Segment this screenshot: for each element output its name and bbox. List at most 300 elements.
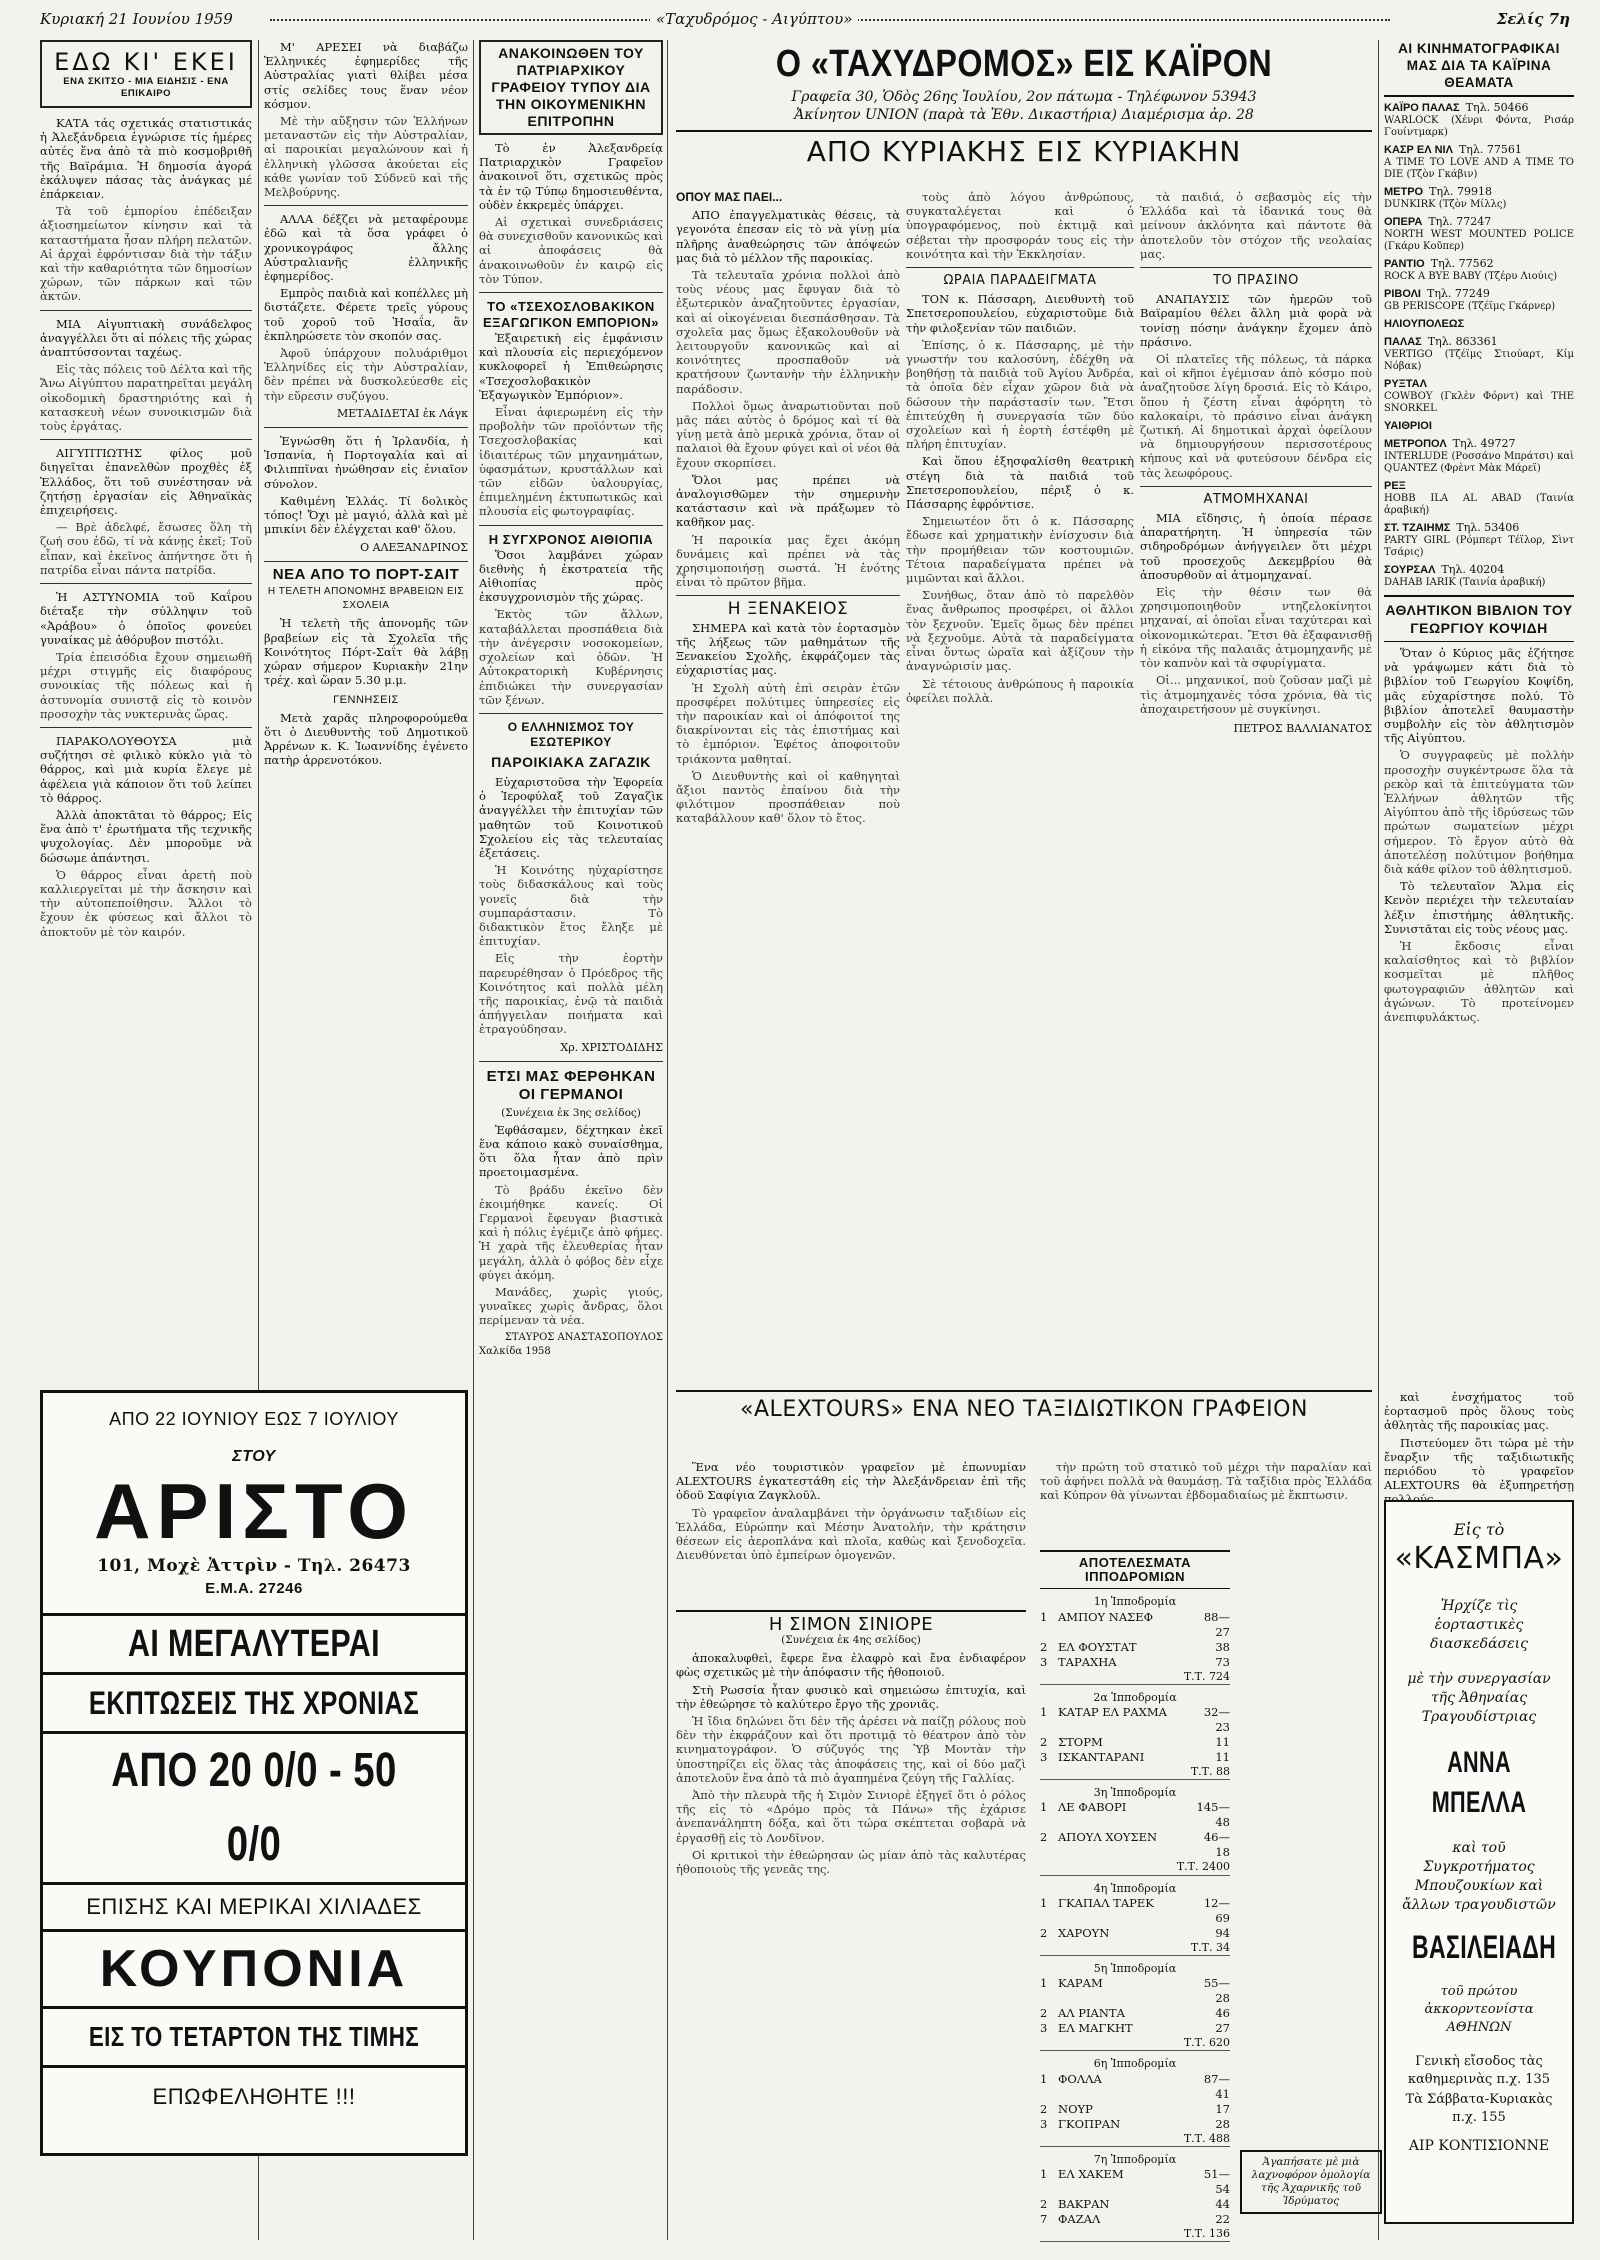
cinema-entry [1384,335,1574,373]
race-results [1040,1550,1230,2240]
paragraph: ΜΙΑ εἴδησις, ἡ ὁποία πέρασε ἀπαρατήρητη. Ἡ ὑπηρεσία τῶν σιδηροδρόμων ἀνήγγειλεν ὅτι μέχρι τοῦ προσεχοῦς Δεκεμβρίου θὰ ἀποσυρθοῦν αἱ ἀτμομηχαναί. [1140,511,1372,582]
edo-ki-ekei-subtitle: ΕΝΑ ΣΚΙΤΣΟ - ΜΙΑ ΕΙΔΗΣΙΣ - ΕΝΑ ΕΠΙΚΑΙΡΟ [63,76,229,99]
masthead-paper: «Ταχυδρόμος - Αιγύπτου» [650,10,858,28]
race-horse [1040,1610,1230,1640]
divider [479,292,663,293]
paragraph: ΑΠΟ ἐπαγγελματικὰς θέσεις, τὰ γεγονότα ἐπεσαν εἰς τὸ νὰ γίνῃ μία πλῆρης ἀναθεώρησις τῶν ἀπόψεών μας διὰ τὸ μέλλον τῆς παροικίας. [676,208,900,265]
divider [676,595,900,596]
paragraph: ΑΛΛΑ δέξζει νὰ μεταφέρουμε ἐδῶ καὶ τὰ ὅσα γράφει ὁ χρονικογράφος ἄλλης Αὐστραλιανῆς ἑλληνικῆς ἐφημερίδος. [264,212,468,284]
horse-name: ΑΛ ΡΙΑΝΤΑ [1058,2006,1125,2021]
divider [40,439,252,440]
paragraph: Μ' ΑΡΕΣΕΙ νὰ διαβάζω Ἑλληνικές ἐφημερίδες τῆς Αὐστραλίας γιατὶ θλίβει μέσα στίς σελίδες τους ἕναν νέον κόσμον. [264,40,468,111]
race-horse [1040,2167,1230,2197]
author: Χρ. ΧΡΙΣΤΟΔΙΔΗΣ [560,1040,663,1054]
horse-name: ΚΑΤΑΡ ΕΛ ΡΑΧΜΑ [1058,1705,1167,1720]
race-horse [1040,1976,1230,2006]
horse-odds: 73 [1215,1654,1230,1669]
horse-odds: 12—69 [1203,1895,1230,1925]
headline: Η ΣΙΜΟΝ ΣΙΝΙΟΡΕ [768,1614,934,1635]
center-column-b [906,190,1134,1380]
ad-discount: ΑΠΟ 20 0/0 - 50 0/0 [111,1744,397,1871]
race-horse [1040,2197,1230,2212]
cinema-film: A TIME TO LOVE AND A TIME TO DIE (Τζὸν Γκάβιν) [1384,157,1574,180]
paragraph: Εἰς τὴν ἑορτὴν παρευρέθησαν ὁ Πρόεδρος τῆς Κοινότητος καὶ πολλὰ μέλη τῆς παροικίας, ἐνῷ τὰ παιδιὰ ἀπήγγειλαν ποιήματα καὶ ἐτραγούδησαν. [479,951,663,1037]
race-horse [1040,2117,1230,2132]
column-3 [479,40,663,2240]
center-column-c [1140,190,1372,1380]
race-horse [1040,2006,1230,2021]
paragraph: ἀποκαλυφθεὶ, ἔφερε ἕνα ἐλαφρὸ καὶ ἔνα ἐνδιαφέρον φὼς σχετικῶς μὲ τὴν ἀπόφασιν τῆς ἠθοποιοῦ. [676,1651,1026,1680]
horse-place: 7 [1040,2212,1048,2227]
paragraph: Πολλοὶ ὅμως ἀναρωτιοῦνται ποῦ μᾶς πάει αὐτὸς ὁ δρόμος καὶ τί θὰ γίνῃ μετὰ ἀπὸ μερικὰ χρόνια, ὅταν οἱ παλαιοὶ θὰ ἔχουν φύγει καὶ οἱ νέοι θὰ ἔχουν σκορπίσει. [676,398,900,470]
divider [40,727,252,728]
paragraph: ΜΙΑ Αἰγυπτιακὴ συνάδελφος ἀναγγέλλει ὅτι αἱ πόλεις τῆς χώρας ἀναπτύσσονται ταχέως. [40,316,252,360]
cinema-entry [1384,437,1574,475]
horse-odds: 27 [1215,2021,1230,2036]
ad-code: Ε.Μ.Α. 27246 [205,1580,303,1597]
paragraph: Εἶναι ἀφιερωμένη εἰς τὴν προβολὴν τῶν προϊόντων τῆς Τσεχοσλοβακίας καὶ ἰδιαιτέρως τῶν μηχανημάτων, ὑφασμάτων, κρυστάλλων καὶ τῶν εἰδῶν ὑαλουργίας, ἐπιμελημένη ἐκτυπωτικῶς καὶ πλουσία εἰς φωτογραφίας. [479,405,663,519]
race-tt: Τ.Τ. 620 [1040,2036,1230,2051]
cinema-entry [1384,287,1574,313]
edo-ki-ekei-box [40,40,252,108]
paragraph: — Βρὲ ἀδελφέ, ἔσωσες ὅλη τὴ ζωή σου ἐδῶ, τί νὰ κάνῃς ἐκεῖ; Τοῦ εἶπαν, καὶ ἐκεῖνος ἀπήντησε ὅτι ἡ πατρίδα εἶναι πάντα πατρίδα. [40,520,252,577]
ad-line: ΑΙ ΜΕΓΑΛΥΤΕΡΑΙ [127,1623,381,1665]
horse-place: 2 [1040,1830,1048,1845]
author: Ο ΑΛΕΞΑΝΔΡΙΝΟΣ [360,540,468,554]
subheadline: (Συνέχεια ἐκ 4ης σελίδος) [781,1634,921,1647]
paragraph: Οἱ πλατεῖες τῆς πόλεως, τὰ πάρκα καὶ οἱ κῆποι ἐγέμισαν ἀπὸ κόσμο ποὺ ἀναζητοῦσε λίγη δροσιά. Εἰς τὸ Κάιρο, ὅπου ἡ ζέστη εἶναι ἀφόρητη τὸ καλοκαίρι, τὸ πράσινο εἶναι ἀνάγκη ζωτική. Αἱ δημοτικαὶ ἀρχαὶ ὀφείλουν νὰ δημιουργήσουν περισσοτέρους κήπους καὶ νὰ φυτεύσουν δένδρα εἰς τὰς λεωφόρους. [1140,352,1372,480]
author: ΠΕΤΡΟΣ ΒΑΛΛΙΑΝΑΤΟΣ [1233,721,1372,735]
subheadline: ΟΠΟΥ ΜΑΣ ΠΑΕΙ... [676,190,783,204]
ad-text: Τὰ Σάββατα-Κυριακὰς π.χ. 155 [1405,2092,1553,2125]
horse-place: 2 [1040,2197,1048,2212]
paragraph: Τὸ ἐν Ἀλεξανδρείᾳ Πατριαρχικὸν Γραφεῖον ἀνακοινοῖ ὅτι, σχετικῶς πρὸς τὰ ἐν τῷ Τύπῳ δημοσιευθέντα, οὐδὲν ἐκκρεμὲς ὑπάρχει. [479,141,663,212]
cinema-entry [1384,521,1574,559]
horse-place: 1 [1040,1800,1048,1815]
cinema-phone: Τηλ. 53406 [1456,521,1520,534]
race-list [1040,1595,1230,2242]
paragraph: Ἀλλὰ ἀποκτᾶται τὸ θάρρος; Εἰς ἕνα ἀπὸ τ' ἐρωτήματα τῆς τεχνικῆς ψυχολογίας. Δὲν μποροῦμε νὰ δώσωμε ἀπάντησι. [40,807,252,865]
cinema-film: ROCK A BYE BABY (Τζέρυ Λιούις) [1384,271,1558,282]
horse-odds: 38 [1215,1639,1230,1654]
paragraph: ΠΑΡΑΚΟΛΟΥΘΟΥΣΑ μιὰ συζήτησι σὲ φιλικὸ κύκλο γιὰ τὸ θάρρος, καὶ μιὰ κυρία ἔλεγε μὲ ἀφέλεια γιὰ κάποιον ὅτι τοῦ λείπει τὸ θάρρος. [40,733,252,805]
divider [264,427,468,428]
cinema-film: PARTY GIRL (Ρόμπερτ Τέϊλορ, Σὶντ Τσάρις) [1384,535,1574,558]
paragraph: ΚΑΤΑ τάς σχετικάς στατιστικάς ἡ Ἀλεξάνδρεια ἐγνώρισε τίς ἡμέρες αὐτές ἕνα ἀπὸ τὰ πιὸ κοσμοβριθῆ τῆς Βαϊράμια. Ἡ δημοσία ἀγορά ἐκάλυψεν πάσας τὰς ἀνάγκας μέ ἐπάρκειαν. [40,116,252,202]
column-divider [1378,40,1379,2240]
horse-name: ΑΜΠΟΥ ΝΑΣΕΦ [1058,1609,1154,1624]
paragraph: Εἰς τὴν θέσιν των θὰ χρησιμοποιηθοῦν ντηζελοκίνητοι μηχαναί, αἱ ὁποῖαι εἶναι ταχύτεραι καὶ οἰκονομικώτεραι. Ἔτσι θὰ ἐξαφανισθῇ ἡ εἰκόνα τῆς παλαιᾶς ἀτμομηχανῆς μὲ τὸν καπνὸν καὶ τὰ σφυρίγματα. [1140,585,1372,671]
cinema-list [1384,101,1574,589]
horse-name: ΕΛ ΧΑΚΕΜ [1058,2167,1124,2182]
cinema-film: COWBOY (Γκλὲν Φόρντ) καὶ THE SNORKEL [1384,391,1574,414]
horse-place: 1 [1040,1609,1048,1624]
horse-name: ΛΕ ΦΑΒΟΡΙ [1058,1800,1127,1815]
alextours-text [676,1460,1026,1600]
paragraph: Ἡ ἔκδοσις εἶναι καλαίσθητος καὶ τὸ βιβλίον κοσμεῖται μὲ πλῆθος φωτογραφιῶν ἀθλητῶν καὶ ἀγώνων. Τὸ προτείνομεν ἀνεπιφυλάκτως. [1384,939,1574,1025]
cinema-entry [1384,215,1574,253]
horse-odds: 11 [1215,1750,1230,1765]
aristo-advertisement [40,1390,468,2156]
masthead-date: Κυριακή 21 Ιουνίου 1959 [40,10,233,28]
author: ΣΤΑΥΡΟΣ ΑΝΑΣΤΑΣΟΠΟΥΛΟΣ [504,1331,663,1343]
headline: ΕΤΣΙ ΜΑΣ ΦΕΡΘΗΚΑΝ ΟΙ ΓΕΡΜΑΝΟΙ [486,1067,656,1103]
horse-name: ΦΟΛΛΑ [1058,2071,1102,2086]
headline: «ALEXTOURS» ΕΝΑ ΝΕΟ ΤΑΞΙΔΙΩΤΙΚΟΝ ΓΡΑΦΕΙΟΝ [740,1397,1308,1422]
paragraph: ΣΗΜΕΡΑ καὶ κατὰ τὸν ἑορτασμὸν τῆς λήξεως τῶν μαθημάτων τῆς Ξενακείου Σχολῆς, ἐκφράζομεν τὰς εὐχαριστίας μας. [676,620,900,678]
horse-place: 2 [1040,1735,1048,1750]
paragraph: ΑΙΓΥΠΤΙΩΤΗΣ φίλος μοῦ διηγεῖται ἐπανελθὼν προχθὲς ἐξ Ἑλλάδος, ὅτι τοῦ συνέστησαν νὰ ζητήσῃ ἐργασίαν εἰς Ἀθηναϊκὰς ἐπιχειρήσεις. [40,446,252,518]
horse-name: ΓΚΑΠΑΛ ΤΑΡΕΚ [1058,1895,1154,1910]
cinema-name: ΗΛΙΟΥΠΟΛΕΩΣ [1384,318,1465,330]
horse-odds: 46 [1215,2006,1230,2021]
ad-text: τοῦ πρώτου ἀκκορντεονίστα ΑΘΗΝΩΝ [1424,1984,1534,2035]
horse-odds: 94 [1215,1925,1230,1940]
horse-place: 1 [1040,1895,1048,1910]
ad-text: μὲ τὴν συνεργασίαν τῆς Ἀθηναίας Τραγουδίστριας [1407,1671,1551,1725]
subheadline: Η ΤΕΛΕΤΗ ΑΠΟΝΟΜΗΣ ΒΡΑΒΕΙΩΝ ΕΙΣ ΣΧΟΛΕΙΑ [267,585,465,612]
race-label: 1η Ἱπποδρομία [1093,1595,1177,1609]
race-tt: Τ.Τ. 88 [1040,1765,1230,1780]
paragraph: Ἡ ἴδια δηλώνει ὅτι δὲν τῆς ἀρέσει νὰ παίζῃ ρόλους ποὺ δὲν τὴν ἐκφράζουν καὶ ὅτι προτιμᾷ τὸ θέατρον ἀπὸ τὸν κινηματογράφον. Ὁ σύζυγός της Ὑβ Μοντὰν τὴν ὑποστηρίζει εἰς ὅλας τὰς ἀποφάσεις της, καὶ οἱ δύο μαζὶ ἀποτελοῦν ἕνα ἀπὸ τὰ πιὸ ἀγαπημένα ζεύγη τῆς Γαλλίας. [676,1714,1026,1785]
cinema-film: VERTIGO (Τζέϊμς Στιούαρτ, Κίμ Νόβακ) [1384,349,1574,372]
cinema-name: ΣΟΥΡΣΑΛ [1384,564,1436,576]
headline: ΑΠΟΤΕΛΕΣΜΑΤΑ ΙΠΠΟΔΡΟΜΙΩΝ [1078,1555,1192,1585]
race-tt: Τ.Τ. 488 [1040,2132,1230,2147]
race-tt: Τ.Τ. 2400 [1040,1860,1230,1875]
ad-singer: ΑΝΝΑ ΜΠΕΛΛΑ [1431,1746,1527,1819]
race-label: 5η Ἱπποδρομία [1093,1962,1177,1976]
horse-name: ΚΑΡΑΜ [1058,1976,1103,1991]
paragraph: Σημειωτέον ὅτι ὁ κ. Πάσσαρης ἔδωσε καὶ χρηματικὴν ἐνίσχυσιν διὰ τὴν προμήθειαν τῶν κοστουμιῶν. Τέτοια παραδείγματα πρέπει νὰ μιμῶνται καὶ ἄλλοι. [906,514,1134,586]
horse-odds: 88—27 [1203,1609,1230,1639]
paragraph: Τὸ γραφεῖον ἀναλαμβάνει τὴν ὀργάνωσιν ταξιδίων εἰς Ἑλλάδα, Εὐρώπην καὶ Μέσην Ἀνατολήν, τὴν κράτησιν θέσεων εἰς ἀεροπλάνα καὶ πλοῖα, καθὼς καὶ ξενοδοχεῖα. Διευθύνεται ὑπὸ ἐμπείρων ὁμογενῶν. [676,1505,1026,1563]
horse-place: 1 [1040,1705,1048,1720]
place-date: Χαλκίδα 1958 [479,1345,551,1357]
paragraph: Καὶ ὅπου ἐξησφαλίσθη θεατρικὴ στέγη διὰ τὰ παιδιά τοῦ Σπετσεροπουλείου, πέριξ ὁ κ. Πάσσαρης ἐφρόντισε. [906,454,1134,512]
masthead [40,6,1570,36]
cinema-name: ΚΑΣΡ ΕΛ ΝΙΛ [1384,144,1453,156]
cinema-phone: Τηλ. 50466 [1465,101,1529,114]
cinema-entry [1384,143,1574,181]
horse-name: ΕΛ ΦΟΥΣΤΑΤ [1058,1639,1137,1654]
cinema-entry [1384,317,1574,331]
race-horse [1040,1750,1230,1765]
horse-place: 3 [1040,1654,1048,1669]
paragraph: Ἡ τελετὴ τῆς ἀπονομῆς τῶν βραβείων εἰς τὰ Σχολεῖα τῆς Κοινότητος Πόρτ-Σαΐτ θὰ λάβῃ χώραν σήμερον Κυριακὴν 21ην τρέχ. καὶ ὥραν 5.30 μ.μ. [264,616,468,688]
race-horse [1040,1735,1230,1750]
paragraph: καὶ ἐνσχήματος τοῦ ἑορτασμοῦ πρὸς ὅλους τοὺς ἀθλητὰς τῆς παροικίας μας. [1384,1390,1574,1433]
horse-place: 2 [1040,2006,1048,2021]
cinema-name: ΜΕΤΡΟ [1384,186,1424,198]
cinema-film: DAHAB IARIK (Ταινία ἀραβική) [1384,577,1546,588]
paragraph: Τρία ἐπεισόδια ἔχουν σημειωθῆ μέχρι στιγμῆς εἰς διαφόρους συνοικίας τῆς πόλεως καὶ ἡ ἀστυνομία συνιστᾷ εἰς τὸ κοινὸν προσοχὴν τὰς νυκτερινὰς ὥρας. [40,649,252,721]
paragraph: τὰ παιδιά, ὁ σεβασμὸς εἰς τὴν Ἑλλάδα καὶ τὰ ἰδανικά τους θὰ μείνουν ἀκλόνητα καὶ πάντοτε θὰ ἀποτελοῦν τὸν στόχον τῆς νεολαίας μας. [1140,190,1372,261]
paragraph: Ὁ θάρρος εἶναι ἀρετὴ ποὺ καλλιεργεῖται μὲ τὴν ἄσκησιν καὶ τὴν αὐτοπεποίθησιν. Ἄλλοι τὸ ἔχουν ἐκ φύσεως καὶ ἄλλοι τὸ ἀποκτοῦν μὲ τὸν καιρόν. [40,867,252,939]
paragraph: Ἕνα νέο τουριστικὸν γραφεῖον μὲ ἐπωνυμίαν ALEXTOURS ἐγκατεστάθη εἰς τὴν Ἀλεξάνδρειαν ἐπὶ τῆς ὁδοῦ Σαφίγια Ζαγκλοῦλ. [676,1460,1026,1503]
center-banner [676,40,1372,172]
paragraph: Τὸ τελευταῖον Ἄλμα εἰς Κενὸν περιέχει τὴν τελευταίαν λέξιν ἐπιστήμης ἀθλητικῆς. Συνιστᾶται εἰς τοὺς νέους μας. [1384,879,1574,936]
banner-info: Ἀκίνητον UNION (παρὰ τὰ Ἐθν. Δικαστήρια) Διαμέρισμα ἀρ. 28 [794,107,1254,123]
race-tt: Τ.Τ. 34 [1040,1941,1230,1956]
paragraph: Μὲ τὴν αὔξησιν τῶν Ἑλλήνων μεταναστῶν εἰς τὴν Αὐστραλίαν, αἱ παροικίαι μεγαλώνουν καὶ ἡ ἑλληνικὴ γλῶσσα ἀκούεται εἰς κάθε γωνίαν τοῦ Σύδνεϋ καὶ τῆς Μελβούρνης. [264,114,468,200]
horse-odds: 32—23 [1203,1705,1230,1735]
headline-box [479,40,663,135]
cinema-entry [1384,377,1574,415]
paragraph: Τὰ τοῦ ἐμπορίου ἐπέδειξαν ἀξιοσημείωτον κίνησιν καὶ τὰ καταστήματα ἦσαν πλήρη πελατῶν. Αἱ ἀρχαὶ ἐφρόντισαν διὰ τὴν τάξιν καὶ τὴν καθαριότητα τῶν δημοσίων χώρων, τῶν πάρκων καὶ τῶν ἀκτῶν. [40,204,252,304]
paragraph: Τὸ βράδυ ἐκεῖνο δὲν ἐκοιμήθηκε κανείς. Οἱ Γερμανοὶ ἔφευγαν βιαστικὰ καὶ ἡ πόλις ἐγέμιζε ἀπὸ φήμες. Ἡ χαρὰ τῆς ἐλευθερίας ἦταν μεγάλη, ἀλλὰ ὁ φόβος δὲν εἶχε φύγει ἀκόμη. [479,1182,663,1282]
race-horse [1040,1705,1230,1735]
cinema-film: NORTH WEST MOUNTED POLICE (Γκάρυ Κοῦπερ) [1384,229,1574,252]
cinema-entry [1384,419,1574,433]
paragraph: τὴν πρώτη τοῦ στατικὸ τοῦ μέχρι τὴν παραλίαν καὶ τοῦ ἀφήνει πολλὰ νὰ θαυμάσῃ. Τὰ ταξίδια πρὸς Ἑλλάδα καὶ Κύπρον θὰ γίνωνται ἐβδομαδιαίως μὲ ἔκπτωσιν. [1040,1460,1372,1503]
cinema-film: WARLOCK (Χένρι Φόντα, Ρισάρ Γουίντμαρκ) [1384,115,1574,138]
race-tt: Τ.Τ. 724 [1040,1670,1230,1685]
cinema-name: ΜΕΤΡΟΠΟΛ [1384,438,1447,450]
cinema-phone: Τηλ. 77561 [1458,143,1522,156]
horse-name: ΤΑΡΑΧΗΑ [1058,1654,1117,1669]
horse-odds: 17 [1215,2101,1230,2116]
headline: ΑΤΜΟΜΗΧΑΝΑΙ [1203,491,1309,507]
divider [1140,267,1372,268]
ad-line: ΕΚΠΤΩΣΕΙΣ ΤΗΣ ΧΡΟΝΙΑΣ [88,1685,420,1721]
horse-place: 1 [1040,2167,1048,2182]
horse-name: ΓΚΟΠΡΑΝ [1058,2116,1121,2131]
cinema-film: HOBB ILA AL ABAD (Ταινία ἀραβική) [1384,493,1574,516]
cinema-film: DUNKIRK (Τζὸν Μίλλς) [1384,199,1507,210]
race-tt: Τ.Τ. 136 [1040,2227,1230,2242]
headline: ΑΝΑΚΟΙΝΩΘΕΝ ΤΟΥ ΠΑΤΡΙΑΡΧΙΚΟΥ ΓΡΑΦΕΙΟΥ ΤΥΠΟΥ ΔΙΑ ΤΗΝ ΟΙΚΟΥΜΕΝΙΚΗΝ ΕΠΙΤΡΟΠΗΝ [491,45,651,129]
alextours-section [676,1390,1372,1424]
headline: ΤΟ ΠΡΑΣΙΝΟ [1213,273,1299,289]
horse-name: ΑΠΟΥΛ ΧΟΥΣΕΝ [1058,1830,1158,1845]
ad-coupons: ΚΟΥΠΟΝΙΑ [99,1940,409,1998]
center-column-a [676,190,900,1380]
paragraph: Ἡ παροικία μας ἔχει ἀκόμη δυνάμεις καὶ πρέπει νὰ τὰς χρησιμοποιήσῃ σωστά. Ἡ ἑνότης εἶναι τὸ πρῶτον βῆμα. [676,532,900,590]
horse-odds: 145—48 [1196,1800,1230,1830]
race-horse [1040,2102,1230,2117]
headline: Ο ΕΛΛΗΝΙΣΜΟΣ ΤΟΥ ΕΣΩΤΕΡΙΚΟΥ [507,719,635,749]
ad-text: καὶ τοῦ Συγκροτήματος Μπουζουκίων καὶ ἄλλων τραγουδιστῶν [1402,1840,1556,1913]
right-column [1384,40,1574,1380]
cinema-phone: Τηλ. 77249 [1427,287,1490,300]
horse-place: 3 [1040,2021,1048,2036]
cinema-name: ΡΥΞΤΑΛ [1384,378,1427,390]
horse-odds: 46—18 [1203,1830,1230,1860]
banner-title: Ο «ΤΑΧΥΔΡΟΜΟΣ» ΕΙΣ ΚΑΪΡΟΝ [775,43,1273,85]
horse-name: ΦΑΖΑΛ [1058,2212,1101,2227]
race-label: 4η Ἱπποδρομία [1093,1881,1177,1895]
horse-place: 1 [1040,2071,1048,2086]
divider [264,561,468,562]
paragraph: Μανάδες, χωρὶς γιούς, γυναῖκες χωρὶς ἄνδρας, ὅλοι περίμεναν τὰ νέα. [479,1285,663,1328]
headline: ΓΕΝΝΗΣΕΙΣ [333,694,399,707]
horse-odds: 11 [1215,1735,1230,1750]
headline: ΑΘΛΗΤΙΚΟΝ ΒΙΒΛΙΟΝ ΤΟΥ ΓΕΩΡΓΙΟΥ ΚΟΨΙΔΗ [1385,602,1573,636]
ad-band: ΒΑΣΙΛΕΙΑΔΗ [1412,1929,1557,1965]
cinema-name: ΡΑΝΤΙΟ [1384,258,1425,270]
cinema-entry [1384,101,1574,139]
paragraph: Ἡ ΑΣΤΥΝΟΜΙΑ τοῦ Καΐρου διέταξε τὴν σύλληψιν τοῦ «Ἀράβου» ὁ ὁποῖος φονεύει γυναίκας μὲ ἀθόρυβον πιστόλι. [40,590,252,647]
cinema-phone: Τηλ. 77247 [1428,215,1492,228]
divider [479,713,663,714]
horse-place: 3 [1040,2116,1048,2131]
horse-place: 3 [1040,1750,1048,1765]
ad-line: ΕΠΙΣΗΣ ΚΑΙ ΜΕΡΙΚΑΙ ΧΙΛΙΑΔΕΣ [86,1894,422,1919]
horse-odds: 44 [1215,2197,1230,2212]
alextours-text-2 [1040,1460,1372,1550]
divider [40,310,252,311]
paragraph: Οἱ... μηχανικοί, ποὺ ζοῦσαν μαζὶ μὲ τὶς ἀτμομηχανὲς τόσα χρόνια, θὰ τὶς ἀποχαιρετήσουν μὲ συγκίνησι. [1140,673,1372,716]
cinema-phone: Τηλ. 863361 [1427,335,1498,348]
cinema-name: ΣΤ. ΤΖΑΙΗΜΣ [1384,522,1451,534]
paragraph: τοὺς ἀπὸ λόγου ἀνθρώπους, συγκαταλέγεται καὶ ὁ ὑπογραφόμενος, ποὺ ἐκτιμᾷ καὶ σέβεται τὴν προσφοράν τους εἰς τὴν κοινότητα καὶ τὴν Ἐκκλησίαν. [906,190,1134,261]
horse-place: 1 [1040,1976,1048,1991]
paragraph: Ὅταν ὁ Κύριος μᾶς ἐζήτησε νὰ γράψωμεν κάτι διὰ τὸ βιβλίον τοῦ Γεωργίου Κοψίδη, μᾶς εὐχαρίστησε πολύ. Τὸ βιβλίον ἀποτελεῖ θαυμαστὴν συμβολὴν εἰς τὸν ἀθλητισμὸν τῆς Αἰγύπτου. [1384,646,1574,746]
cinema-name: ΡΙΒΟΛΙ [1384,288,1421,300]
edo-ki-ekei-title: ΕΔΩ ΚΙ' ΕΚΕΙ [54,48,238,76]
paragraph: Ὅλοι μας πρέπει νὰ ἀναλογισθῶμεν τὴν σημερινὴν κατάστασιν καὶ νὰ πράξωμεν τὸ καθῆκον μας. [676,472,900,530]
ad-text: ΑΙΡ ΚΟΝΤΙΣΙΟΝΝΕ [1408,2138,1550,2154]
ad-text: Γενικὴ εἴσοδος τὰς καθημερινὰς π.χ. 135 [1407,2054,1551,2087]
ad-eis: Εἰς τὸ [1453,1520,1505,1539]
headline: Η ΣΥΓΧΡΟΝΟΣ ΑΙΘΙΟΠΙΑ [488,531,654,547]
paragraph: Πιστεύομεν ὅτι τώρα μὲ τὴν ἔναρξιν τῆς ταξιδιωτικῆς περιόδου τὸ γραφεῖον ALEXTOURS θὰ ἐξυπηρετήσῃ [1384,1435,1574,1493]
horse-name: ΧΑΡΟΥΝ [1058,1925,1110,1940]
cinema-film: INTERLUDE (Ροσσάνο Μπράτσι) καὶ QUANTEZ (Φρὲντ Μὰκ Μάρεϊ) [1384,451,1574,474]
column-2 [264,40,468,1380]
paragraph: Αἱ σχετικαὶ συνεδριάσεις θὰ συνεχισθοῦν κανονικῶς καὶ αἱ ἀποφάσεις θὰ ἀνακοινωθοῦν ἐν καιρῷ εἰς τὸν Τύπον. [479,215,663,286]
race-horse [1040,1640,1230,1655]
ad-line: ΕΙΣ ΤΟ ΤΕΤΑΡΤΟΝ ΤΗΣ ΤΙΜΗΣ [88,2021,420,2052]
paragraph: Ὁ Διευθυντὴς καὶ οἱ καθηγηταὶ ἄξιοι παντὸς ἐπαίνου διὰ τὴν φιλότιμον προσπάθειαν ποὺ καταβάλλουν καθ' ὅλον τὸ ἔτος. [676,768,900,826]
cinema-phone: Τηλ. 40204 [1441,563,1505,576]
cinema-name: ΟΠΕΡΑ [1384,216,1423,228]
headline: ΑΙ ΚΙΝΗΜΑΤΟΓΡΑΦΙΚΑΙ ΜΑΣ ΔΙΑ ΤΑ ΚΑΪΡΙΝΑ ΘΕΑΜΑΤΑ [1384,40,1574,97]
paragraph: Εἰς τὰς πόλεις τοῦ Δέλτα καὶ τῆς Ἄνω Αἰγύπτου παρατηρεῖται μεγάλη οἰκοδομικὴ δραστηριότης καὶ ἡ κατασκευὴ νέων συνοικισμῶν διὰ τοὺς ἐργάτας. [40,362,252,434]
cinema-entry [1384,257,1574,283]
headline: ΑΠΟ ΚΥΡΙΑΚΗΣ ΕΙΣ ΚΥΡΙΑΚΗΝ [806,135,1242,168]
horse-name: ΙΣΚΑΝΤΑΡΑΝΙ [1058,1750,1145,1765]
horse-name: ΝΟΥΡ [1058,2101,1093,2116]
race-horse [1040,1830,1230,1860]
paragraph: ΤΟΝ κ. Πάσσαρη, Διευθυντὴ τοῦ Σπετσεροπουλείου, εὐχαριστοῦμε διὰ τὴν φιλοξενίαν τῶν παιδιῶν. [906,292,1134,335]
divider [40,583,252,584]
paragraph: Καθιμένη Ἑλλάς. Τί δολικὸς τόπος! Ὄχι μὲ μαγιό, ἀλλὰ καὶ μὲ μπικίνι δὲν ἐλέγχεται καθ' ὅλου. [264,493,468,537]
paragraph: Ὁ συγγραφεὺς μὲ πολλὴν προσοχὴν συγκέντρωσε ὅλα τὰ ρεκὸρ καὶ τὰ ἐπιτεύγματα τῶν Ἑλλήνων ἀθλητῶν τῆς Αἰγύπτου ἀπὸ τῆς ἱδρύσεως τῶν πρώτων σωματείων μέχρι σήμερον. Τὸ ἔργον αὐτὸ θὰ ἀποτελέσῃ πολύτιμον βοήθημα διὰ κάθε φίλον τοῦ ἀθλητισμοῦ. [1384,748,1574,877]
headline: ΩΡΑΙΑ ΠΑΡΑΔΕΙΓΜΑΤΑ [943,273,1097,289]
cinema-name: ΥΑΙΘΡΙΟΙ [1384,420,1432,432]
ad-address: 101, Μοχὲ Ἀττρὶν - Τηλ. 26473 [97,1556,411,1576]
ad-venue-name: «ΚΑΣΜΠΑ» [1394,1541,1564,1576]
cinema-phone: Τηλ. 77562 [1430,257,1494,270]
horse-odds: 55—28 [1203,1976,1230,2006]
paragraph: Ἐφθάσαμεν, δέχτηκαν ἐκεῖ ἕνα κάποιο κακὸ συναίσθημα, ὅτι ὅλα ἦταν ἀπὸ πρὶν προετοιμασμένα. [479,1122,663,1180]
paragraph: Σὲ τέτοιους ἀνθρώπους ἡ παροικία ὀφείλει πολλὰ. [906,676,1134,705]
cinema-entry [1384,563,1574,589]
headline: ΤΟ «ΤΣΕΧΟΣΛΟΒΑΚΙΚΟΝ ΕΞΑΓΩΓΙΚΟΝ ΕΜΠΟΡΙΟΝ» [482,299,659,331]
column-divider [473,40,474,2240]
divider [479,1061,663,1062]
cinema-name: ΚΑΪΡΟ ΠΑΛΑΣ [1384,102,1460,114]
race-horse [1040,1800,1230,1830]
horse-name: ΕΛ ΜΑΓΚΗΤ [1058,2021,1133,2036]
race-horse [1040,2212,1230,2227]
race-horse [1040,1896,1230,1926]
race-label: 7η Ἱπποδρομία [1093,2152,1177,2166]
horse-odds: 28 [1215,2116,1230,2131]
race-label: 6η Ἱπποδρομία [1093,2057,1177,2071]
paragraph: Ἀφοῦ ὑπάρχουν πολυάριθμοι Ἑλληνίδες εἰς τὴν Αὐστραλίαν, δὲν πρέπει νὰ δυσκολεύεσθε εἰς τὴν εὕρεσιν συζύγου. [264,346,468,403]
ad-stou: ΣΤΟΥ [232,1448,276,1465]
masthead-page: Σελίς 7η [1496,10,1570,28]
cinema-film: GB PERISCOPE (Τζέϊμς Γκάρνερ) [1384,301,1556,312]
paragraph: Ἐπίσης, ὁ κ. Πάσσαρης, μὲ τὴν γνωστήν του καλοσύνη, ἐδέχθη νὰ βοηθήσῃ τὰ παιδιὰ τοῦ Ἀγίου Ἀνδρέα, τὰ ὁποῖα δὲν εἶχαν χῶρον διὰ νὰ δώσουν τὴν παράστασίν των. Ἔτσι ἐπιτεύχθη ἡ συνεργασία τῶν δύο σχολείων καὶ ἡ ἑορτὴ ἐστέφθη μὲ πλήρη ἐπιτυχίαν. [906,337,1134,452]
paragraph: Τὰ τελευταῖα χρόνια πολλοὶ ἀπὸ τοὺς νέους μας ἔφυγαν διὰ τὸ ἐξωτερικὸν ἀναζητοῦντες ἐργασίαν, καὶ αἱ οἰκογένειαι διεσπάσθησαν. Τὰ σχολεῖα μας ὅμως ἐξακολουθοῦν νὰ λειτουργοῦν κανονικῶς καὶ αἱ κοινότητες προσπαθοῦν νὰ κρατήσουν ζωντανὴν τὴν ἑλληνικὴν παράδοσιν. [676,268,900,396]
race-horse [1040,1655,1230,1670]
paragraph: Ἐκτὸς τῶν ἄλλων, καταβάλλεται προσπάθεια διὰ τὴν ἀνέγερσιν νοσοκομείων, σχολείων καὶ ὁδῶν. Ἡ Αὐτοκρατορικὴ Κυβέρνησις ἐπιδιώκει τὴν συνεργασίαν τῶν ξένων. [479,607,663,707]
paragraph: Στὴ Ρωσσία ἦταν φυσικὸ καὶ σημειώσω ἐπιτυχία, καὶ τὴν ἐθεώρησε τὸ καλύτερο ἔργο τῆς χρονιᾶς. [676,1682,1026,1711]
horse-place: 2 [1040,1639,1048,1654]
horse-name: ΣΤΟΡΜ [1058,1735,1103,1750]
cinema-entry [1384,479,1574,517]
divider [264,205,468,206]
cinema-name: ΡΕΞ [1384,480,1406,492]
ad-text: Ἠρχίζε τὶς ἑορταστικὲς διασκεδάσεις [1430,1598,1528,1652]
cinema-phone: Τηλ. 79918 [1429,185,1493,198]
subheadline: (Συνέχεια ἐκ 3ης σελίδος) [501,1106,641,1119]
cinema-name: ΠΑΛΑΣ [1384,336,1422,348]
paragraph: Συνήθως, ὅταν ἀπὸ τὸ παρελθὸν ἕνας ἄνθρωπος προσφέρει, οἱ ἄλλοι τὸν ξεχνοῦν. Ἐμεῖς ὅμως δὲν πρέπει νὰ ξεχνοῦμε. Αὐτὰ τὰ παραδείγματα εἶναι ὄντως ὡραῖα καὶ ἀξίζουν τὴν ἀναγνώρισίν μας. [906,588,1134,674]
paragraph: Ἐξαιρετικὴ εἰς ἐμφάνισιν καὶ πλουσία εἰς περιεχόμενον κυκλοφορεῖ ἡ Ἐπιθεώρησις «Τσεχοσλοβακικὸν Ἐξαγωγικὸν Ἐμπόριον». [479,331,663,402]
headline: ΝΕΑ ΑΠΟ ΤΟ ΠΟΡΤ-ΣΑΙΤ [272,565,460,583]
divider [906,267,1134,268]
race-horse [1040,2072,1230,2102]
race-label: 3η Ἱπποδρομία [1093,1786,1177,1800]
ad-line: ΕΠΩΦΕΛΗΘΗΤΕ !!! [152,2084,356,2109]
column-divider [667,40,668,2240]
right-column-lower [1384,1390,1574,1493]
horse-odds: 22 [1215,2212,1230,2227]
headline: Η ΞΕΝΑΚΕΙΟΣ [727,599,849,620]
headline: ΠΑΡΟΙΚΙΑΚΑ ΖΑΓΑΖΙΚ [491,753,651,770]
divider [1140,486,1372,487]
column-1 [40,40,252,1380]
ad-dates: ΑΠΟ 22 ΙΟΥΝΙΟΥ ΕΩΣ 7 ΙΟΥΛΙΟΥ [109,1409,399,1429]
paragraph: Ὅσοι λαμβάνει χώραν διεθνὴς ἡ ἐκστρατεία τῆς Αἰθιοπίας πρὸς ἐκσυγχρονισμὸν τῆς χώρας. [479,547,663,605]
race-horse [1040,1926,1230,1941]
paragraph: Ἡ Κοινότης ηὐχαρίστησε τοὺς διδασκάλους καὶ τοὺς γονεῖς διὰ τὴν συμπαράστασιν. Τὸ διδακτικὸν ἔτος ἔληξε μὲ ἐπιτυχίαν. [479,863,663,949]
paragraph: Ἐγνώσθη ὅτι ἡ Ἰρλανδία, ἡ Ἰσπανία, ἡ Πορτογαλία καὶ αἱ Φιλιππῖναι ἠνώθησαν εἰς ἐνιαῖον σύνολον. [264,434,468,491]
paragraph: Εὐχαριστοῦσα τὴν Ἐφορεία ὁ Ἱεροφύλαξ τοῦ Ζαγαζὶκ ἀναγγέλλει τὴν ἐπιτυχίαν τῶν μαθητῶν τοῦ Κοινοτικοῦ Σχολείου εἰς τὰς τελευταίας ἐξετάσεις. [479,774,663,860]
cinema-entry [1384,185,1574,211]
kasmpa-advertisement [1384,1500,1574,2224]
horse-place: 2 [1040,2101,1048,2116]
banner-info: Γραφεῖα 30, Ὁδὸς 26ης Ἰουλίου, 2ον πάτωμα - Τηλέφωνον 53943 [791,89,1257,105]
appeal-box: Ἀγαπήσατε μὲ μιὰ λαχνοφόρον ὁμολογία τῆς Ἀχαρνικῆς τοῦ Ἱδρύματος [1240,2150,1382,2214]
paragraph: Οἱ κριτικοὶ τὴν ἐθεώρησαν ὡς μίαν ἀπὸ τὰς καλυτέρας ἠθοποιοὺς τῆς γενεᾶς της. [676,1847,1026,1877]
race-label: 2α Ἱπποδρομία [1093,1690,1177,1704]
ad-store-name: ΑΡΙΣΤΟ [94,1467,414,1555]
race-horse [1040,2021,1230,2036]
paragraph: Μετὰ χαρᾶς πληροφορούμεθα ὅτι ὁ Διευθυντὴς τοῦ Δημοτικοῦ Ἀρρένων κ. Κ. Ἰωαννίδης ἐγένετο πατὴρ ἀρρενοτόκου. [264,710,468,768]
horse-odds: 51—54 [1203,2167,1230,2197]
paragraph: Ἀπὸ τὴν πλευρὰ τῆς ἡ Σιμὸν Σινιορὲ ἐξηγεῖ ὅτι ὁ ρόλος τῆς εἰς τὸ «Δρόμο πρὸς τὰ Πάνω» τῆς ἐχάρισε ἀνεπανάληπτη δόξα, καὶ ὅτι τώρα σκέπτεται σοβαρὰ νὰ ἐργασθῇ εἰς τὸ Λονδῖνον. [676,1788,1026,1845]
paragraph: ΑΝΑΠΑΥΣΙΣ τῶν ἠμερῶν τοῦ Βαϊραμίου θέλει ἄλλη μιὰ φορὰ νὰ τονίσῃ πόσην ἀνάγκην ἔχομεν ἀπὸ πράσινο. [1140,292,1372,349]
cinema-phone: Τηλ. 49727 [1452,437,1516,450]
paragraph: Εμπρὸς παιδιὰ καὶ κοπέλλες μὴ διστάζετε. Φέρετε τρεῖς γύρους τοῦ χοροῦ τοῦ Ἠσαΐα, ἂν ἐκπληρώσετε τὸν σκοπόν σας. [264,286,468,343]
horse-name: ΒΑΚΡΑΝ [1058,2197,1110,2212]
